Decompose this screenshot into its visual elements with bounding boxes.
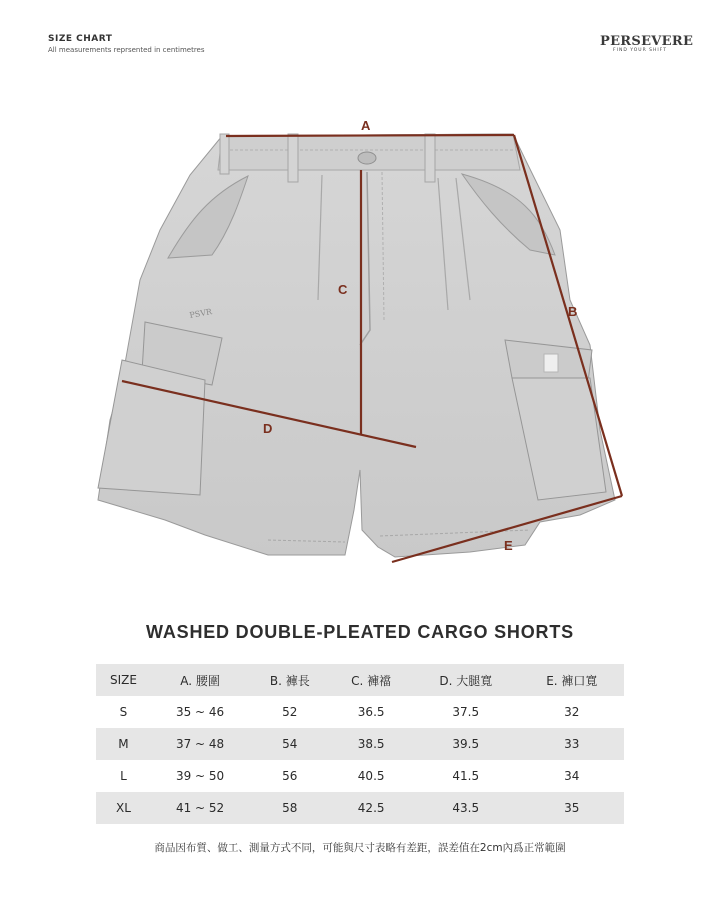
table-cell: 40.5	[357, 769, 385, 783]
table-cell: 42.5	[330, 792, 412, 824]
table-cell: 41 ~ 52	[151, 792, 249, 824]
table-cell: 34	[564, 769, 580, 783]
table-cell: 54	[249, 728, 330, 760]
table-cell: L	[120, 769, 127, 783]
table-cell: 37 ~ 48	[151, 728, 249, 760]
table-cell: 33	[520, 728, 624, 760]
table-cell: M	[96, 728, 151, 760]
table-cell: 41.5	[452, 769, 480, 783]
logo-wordmark: PERSEVERE	[600, 34, 694, 49]
header-cell: A. 腰圍	[151, 664, 249, 696]
measure-label-b: B	[568, 304, 578, 319]
table-cell: 36.5	[357, 705, 385, 719]
size-table	[96, 664, 624, 824]
table-row	[96, 696, 624, 728]
chart-subtitle: All measurements reprsented in centimetres	[48, 46, 205, 54]
table-cell: 39.5	[412, 728, 520, 760]
shorts-illustration	[0, 100, 720, 580]
shorts-body	[98, 134, 615, 557]
measure-label-e: E	[504, 538, 513, 553]
measurement-note: 商品因布質、做工、測量方式不同，可能與尺寸表略有差距，誤差值在2cm內爲正常範圍	[154, 842, 566, 854]
table-cell: 32	[564, 705, 580, 719]
header-cell: B. 褲長	[249, 664, 330, 696]
table-cell: S	[119, 705, 128, 719]
brand-logo	[600, 34, 694, 53]
table-header-row	[96, 664, 624, 696]
table-cell: XL	[96, 792, 151, 824]
table-cell: 52	[282, 705, 298, 719]
table-cell: 35	[520, 792, 624, 824]
table-cell: 35 ~ 46	[175, 705, 225, 719]
svg-text:PSVR: PSVR	[188, 307, 213, 320]
table-row	[96, 760, 624, 792]
table-cell: 39 ~ 50	[175, 769, 225, 783]
header-cell: C. 褲襠	[330, 664, 412, 696]
table-cell: 38.5	[330, 728, 412, 760]
table-cell: 58	[249, 792, 330, 824]
measure-label-a: A	[361, 118, 371, 133]
header-cell: E. 褲口寬	[520, 664, 624, 696]
table-cell: 43.5	[412, 792, 520, 824]
chart-heading: SIZE CHART	[48, 34, 113, 44]
logo-tagline: FIND YOUR SHIFT	[613, 48, 667, 53]
measure-line-a	[226, 135, 514, 136]
chart-header	[48, 34, 205, 54]
measure-label-c: C	[338, 282, 348, 297]
header-cell: D. 大腿寬	[412, 664, 520, 696]
table-row	[96, 728, 624, 760]
table-cell: 56	[282, 769, 298, 783]
measure-label-d: D	[263, 421, 273, 436]
product-title: WASHED DOUBLE-PLEATED CARGO SHORTS	[146, 622, 574, 642]
header-cell: SIZE	[96, 664, 151, 696]
table-row	[96, 792, 624, 824]
table-cell: 37.5	[452, 705, 480, 719]
